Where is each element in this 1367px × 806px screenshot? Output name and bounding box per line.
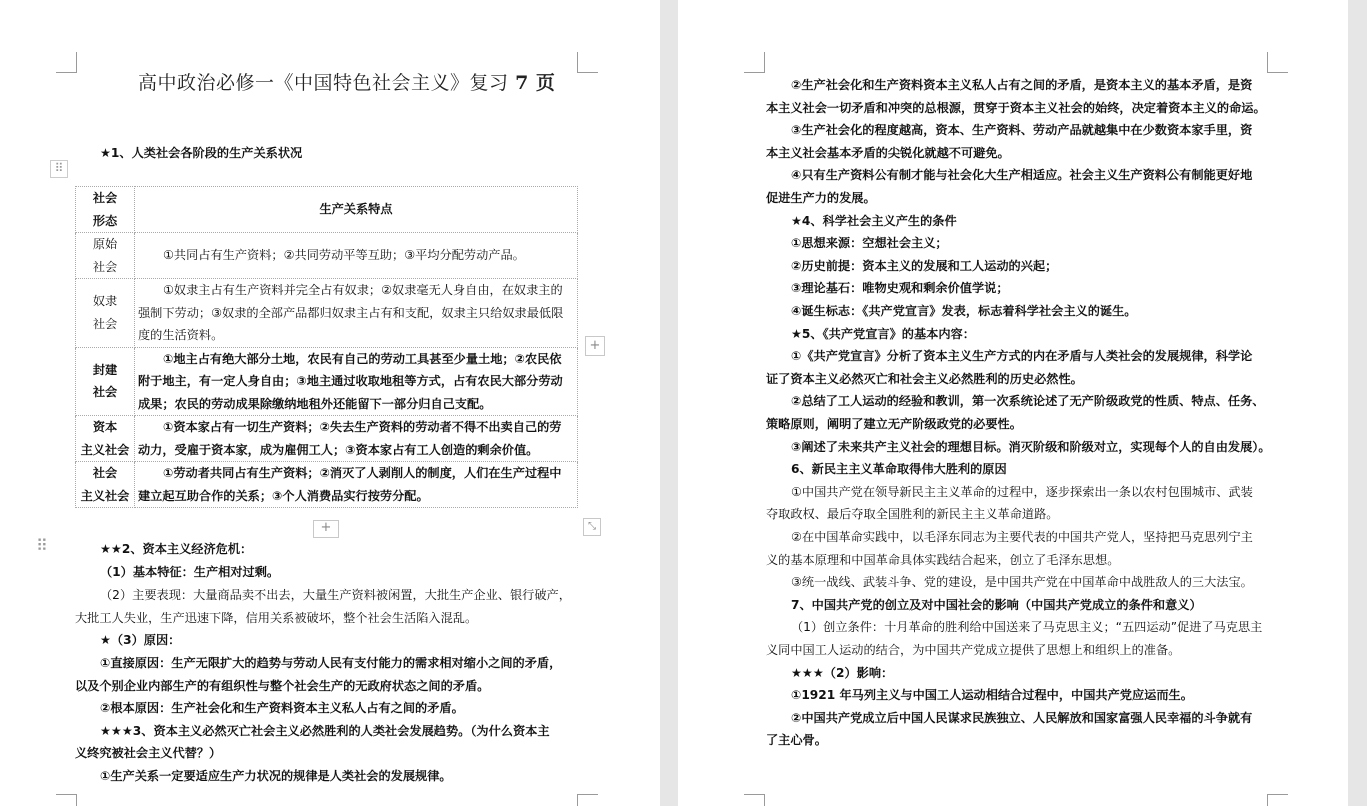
table-resize-icon[interactable]: ⤡ xyxy=(583,518,601,536)
table-row xyxy=(76,233,578,279)
table-cell-form: 资本 主义社会 xyxy=(76,416,135,462)
paragraph: ②根本原因：生产社会化和生产资料资本主义私人占有之间的矛盾。 xyxy=(100,701,464,715)
crop-mark xyxy=(744,794,765,806)
paragraph-line: ②总结了工人运动的经验和教训，第一次系统论述了无产阶级政党的性质、特点、任务、 xyxy=(791,394,1265,409)
relations-table xyxy=(75,186,578,508)
table-cell-features: ①共同占有生产资料；②共同劳动平等互助；③平均分配劳动产品。 xyxy=(135,233,578,279)
section-1-heading: ★1、人类社会各阶段的生产关系状况 xyxy=(100,146,303,160)
crop-mark xyxy=(1267,52,1288,73)
paragraph-line: ②历史前提：资本主义的发展和工人运动的兴起； xyxy=(791,258,1058,273)
document-page-2 xyxy=(678,0,1348,806)
paragraph-line: ①1921 年马列主义与中国工人运动相结合过程中，中国共产党应运而生。 xyxy=(791,688,1193,703)
paragraph-line: 7、中国共产党的创立及对中国社会的影响（中国共产党成立的条件和意义） xyxy=(791,597,1202,612)
table-move-handle-icon[interactable]: ⠿ xyxy=(50,160,68,178)
title-text: 高中政治必修一《中国特色社会主义》复习 xyxy=(138,72,509,94)
paragraph-line: ②中国共产党成立后中国人民谋求民族独立、人民解放和国家富强人民幸福的斗争就有 xyxy=(791,710,1253,725)
paragraph-line: ③统一战线、武装斗争、党的建设，是中国共产党在中国革命中战胜敌人的三大法宝。 xyxy=(791,575,1253,590)
crop-mark xyxy=(744,52,765,73)
paragraph: 义终究被社会主义代替？） xyxy=(75,746,222,760)
table-cell-form: 奴隶 社会 xyxy=(76,279,135,348)
paragraph-line: ②在中国革命实践中，以毛泽东同志为主要代表的中国共产党人，坚持把马克思列宁主 xyxy=(791,530,1253,544)
paragraph-line: ①《共产党宣言》分析了资本主义生产方式的内在矛盾与人类社会的发展规律，科学论 xyxy=(791,349,1253,364)
add-row-button[interactable]: + xyxy=(313,520,339,538)
table-row xyxy=(76,416,578,462)
table-row xyxy=(76,279,578,348)
paragraph: 大批工人失业，生产迅速下降，信用关系被破坏，整个社会生活陷入混乱。 xyxy=(75,611,478,625)
crop-mark xyxy=(56,52,77,73)
paragraph: （2）主要表现：大量商品卖不出去，大量生产资料被闲置，大批生产企业、银行破产， xyxy=(100,588,571,602)
paragraph: ①生产关系一定要适应生产力状况的规律是人类社会的发展规律。 xyxy=(100,769,452,783)
paragraph-line: 了主心骨。 xyxy=(766,733,827,748)
paragraph-line: 夺取政权、最后夺取全国胜利的新民主主义革命道路。 xyxy=(766,507,1059,522)
paragraph-line: （1）创立条件：十月革命的胜利给中国送来了马克思主义；“五四运动”促进了马克思主 xyxy=(791,620,1263,635)
table-row xyxy=(76,347,578,416)
table-cell-features: ①劳动者共同占有生产资料；②消灭了人剥削人的制度，人们在生产过程中 建立起互助合作的关系；③个人消费品实行按劳分配。 xyxy=(135,462,578,508)
paragraph: ★（3）原因： xyxy=(100,633,181,647)
paragraph-line: ①思想来源：空想社会主义； xyxy=(791,236,948,251)
table-header-cell: 生产关系特点 xyxy=(135,187,578,233)
paragraph-line: ①中国共产党在领导新民主主义革命的过程中，逐步探索出一条以农村包围城市、武装 xyxy=(791,484,1253,499)
crop-mark xyxy=(56,794,77,806)
paragraph-line: ③生产社会化的程度越高，资本、生产资料、劳动产品就越集中在少数资本家手里，资 xyxy=(791,123,1253,138)
paragraph-line: 义同中国工人运动的结合，为中国共产党成立提供了思想上和组织上的准备。 xyxy=(766,643,1181,657)
crop-mark xyxy=(1267,794,1288,806)
crop-mark xyxy=(577,52,598,73)
title-pages: 7 页 xyxy=(515,72,556,94)
table-cell-features: ①资本家占有一切生产资料；②失去生产资料的劳动者不得不出卖自己的劳 动力，受雇于资本家，成为雇佣工人；③资本家占有工人创造的剩余价值。 xyxy=(135,416,578,462)
paragraph-line: 本主义社会基本矛盾的尖锐化就越不可避免。 xyxy=(766,145,1010,160)
paragraph-line: ③理论基石：唯物史观和剩余价值学说； xyxy=(791,281,1009,296)
table-cell-form: 社会 主义社会 xyxy=(76,462,135,508)
table-cell-form: 封建 社会 xyxy=(76,347,135,416)
table-row xyxy=(76,462,578,508)
paragraph-line: 义的基本原理和中国革命具体实践结合起来，创立了毛泽东思想。 xyxy=(766,552,1120,567)
table-cell-features: ①奴隶主占有生产资料并完全占有奴隶；②奴隶毫无人身自由，在奴隶主的 强制下劳动；③奴隶的全部产品都归奴隶主占有和支配，奴隶主只给奴隶最低限 度的生活资料。 xyxy=(135,279,578,348)
document-page-1 xyxy=(0,0,660,806)
paragraph-line: ★★★（2）影响： xyxy=(791,665,894,680)
paragraph-line: 证了资本主义必然灭亡和社会主义必然胜利的历史必然性。 xyxy=(766,371,1083,386)
paragraph-line: ★4、科学社会主义产生的条件 xyxy=(791,213,957,228)
table-cell-form: 原始 社会 xyxy=(76,233,135,279)
paragraph-line: ③阐述了未来共产主义社会的理想目标。消灭阶级和阶级对立，实现每个人的自由发展）。 xyxy=(791,439,1271,454)
table-header-cell: 社会 形态 xyxy=(76,187,135,233)
paragraph-line: 促进生产力的发展。 xyxy=(766,191,876,205)
table-header-row xyxy=(76,187,578,233)
paragraph: ①直接原因：生产无限扩大的趋势与劳动人民有支付能力的需求相对缩小之间的矛盾， xyxy=(100,656,562,670)
paragraph-line: 策略原则，阐明了建立无产阶级政党的必要性。 xyxy=(766,417,1022,431)
paragraph: （1）基本特征：生产相对过剩。 xyxy=(100,565,280,579)
add-column-button[interactable]: + xyxy=(585,336,605,356)
paragraph-line: ★5、《共产党宣言》的基本内容： xyxy=(791,326,975,341)
page-title xyxy=(138,68,558,95)
section-2-heading: ★★2、资本主义经济危机： xyxy=(100,542,253,556)
table-cell-features: ①地主占有绝大部分土地，农民有自己的劳动工具甚至少量土地；②农民依 附于地主，有一定人身自由；③地主通过收取地租等方式，占有农民大部分劳动 成果；农民的劳动成果除缴纳地租外还能留下一部分归自己支配。 xyxy=(135,347,578,416)
paragraph-drag-handle-icon[interactable]: ⠿ xyxy=(36,536,48,555)
paragraph-line: 本主义社会一切矛盾和冲突的总根源，贯穿于资本主义社会的始终，决定着资本主义的命运。 xyxy=(766,100,1266,115)
paragraph-line: ④诞生标志：《共产党宣言》发表，标志着科学社会主义的诞生。 xyxy=(791,304,1137,318)
section-3-heading: ★★★3、资本主义必然灭亡社会主义必然胜利的人类社会发展趋势。（为什么资本主 xyxy=(100,724,550,738)
paragraph-line: ④只有生产资料公有制才能与社会化大生产相适应。社会主义生产资料公有制能更好地 xyxy=(791,168,1253,183)
paragraph-line: ②生产社会化和生产资料资本主义私人占有之间的矛盾，是资本主义的基本矛盾，是资 xyxy=(791,78,1253,92)
crop-mark xyxy=(577,794,598,806)
paragraph-line: 6、新民主主义革命取得伟大胜利的原因 xyxy=(791,462,1007,477)
paragraph: 以及个别企业内部生产的有组织性与整个社会生产的无政府状态之间的矛盾。 xyxy=(75,679,490,693)
